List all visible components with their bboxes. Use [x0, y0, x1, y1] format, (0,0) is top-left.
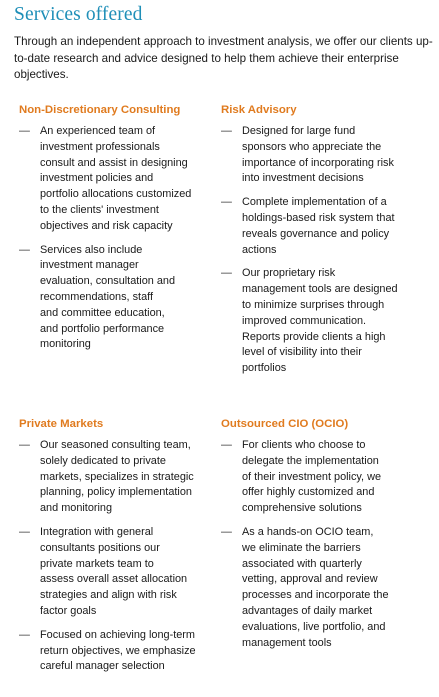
list-item [221, 438, 426, 517]
list-item [19, 525, 224, 620]
list-item-text: Our proprietary risk management tools are designed to minimize surprises through improved communication. Reports provide clients a high level of visibility into their portfolios [242, 267, 398, 375]
list-item-text: An experienced team of investment professionals consult and assist in designing investment policies and portfolio allocations customized to the clients' investment objectives and risk capacity [40, 125, 192, 232]
section-title: Non-Discretionary Consulting [19, 104, 181, 116]
list-item [221, 195, 426, 258]
list-item [19, 628, 224, 675]
list-item-text: Designed for large fund sponsors who appreciate the importance of incorporating risk into investment decisions [242, 125, 394, 185]
list-item-text: Services also include investment manager evaluation, consultation and recommendations, staff and committee education, and portfolio performance monitoring [40, 243, 176, 351]
dash-bullet-icon: — [221, 439, 232, 451]
list-item [19, 243, 224, 354]
list-item [19, 124, 224, 235]
section-outsourced-cio [221, 417, 426, 659]
dash-bullet-icon: — [221, 525, 232, 538]
intro-paragraph: Through an independent approach to investment analysis, we offer our clients up-to-date research and advice designed to help them achieve their enterprise objectives. [14, 35, 433, 81]
dash-bullet-icon: — [19, 439, 30, 451]
section-title: Risk Advisory [221, 104, 297, 116]
list-item-text: As a hands-on OCIO team, we eliminate the barriers associated with quarterly vetting, approval and review processes and incorporate the advantages of daily market evaluations, live portfolio, and management tools [242, 525, 389, 649]
section-title: Outsourced CIO (OCIO) [221, 418, 349, 430]
section-private-markets [19, 417, 224, 683]
page-title: Services offered [14, 4, 143, 25]
list-item-text: Our seasoned consulting team, solely dedicated to private markets, specializes in strategic planning, policy implementation and monitoring [40, 439, 194, 515]
dash-bullet-icon: — [19, 125, 30, 137]
list-item-text: Complete implementation of a holdings-based risk system that reveals governance and policy actions [242, 196, 395, 256]
list-item-text: Focused on achieving long-term return objectives, we emphasize careful manager selection [40, 628, 196, 673]
list-item [221, 266, 426, 377]
section-title: Private Markets [19, 418, 104, 430]
dash-bullet-icon: — [221, 196, 232, 209]
list-item-text: Integration with general consultants positions our private markets team to assess overall asset allocation strategies and align with risk factor goals [40, 525, 188, 617]
dash-bullet-icon: — [19, 628, 30, 641]
list-item [221, 525, 426, 651]
dash-bullet-icon: — [19, 525, 30, 538]
dash-bullet-icon: — [221, 125, 232, 137]
dash-bullet-icon: — [221, 267, 232, 280]
section-risk-advisory [221, 103, 426, 385]
list-item-text: For clients who choose to delegate the implementation of their investment policy, we offer highly customized and comprehensive solutions [242, 439, 382, 515]
list-item [221, 124, 426, 187]
dash-bullet-icon: — [19, 243, 30, 256]
list-item [19, 438, 224, 517]
section-non-discretionary-consulting [19, 103, 224, 361]
